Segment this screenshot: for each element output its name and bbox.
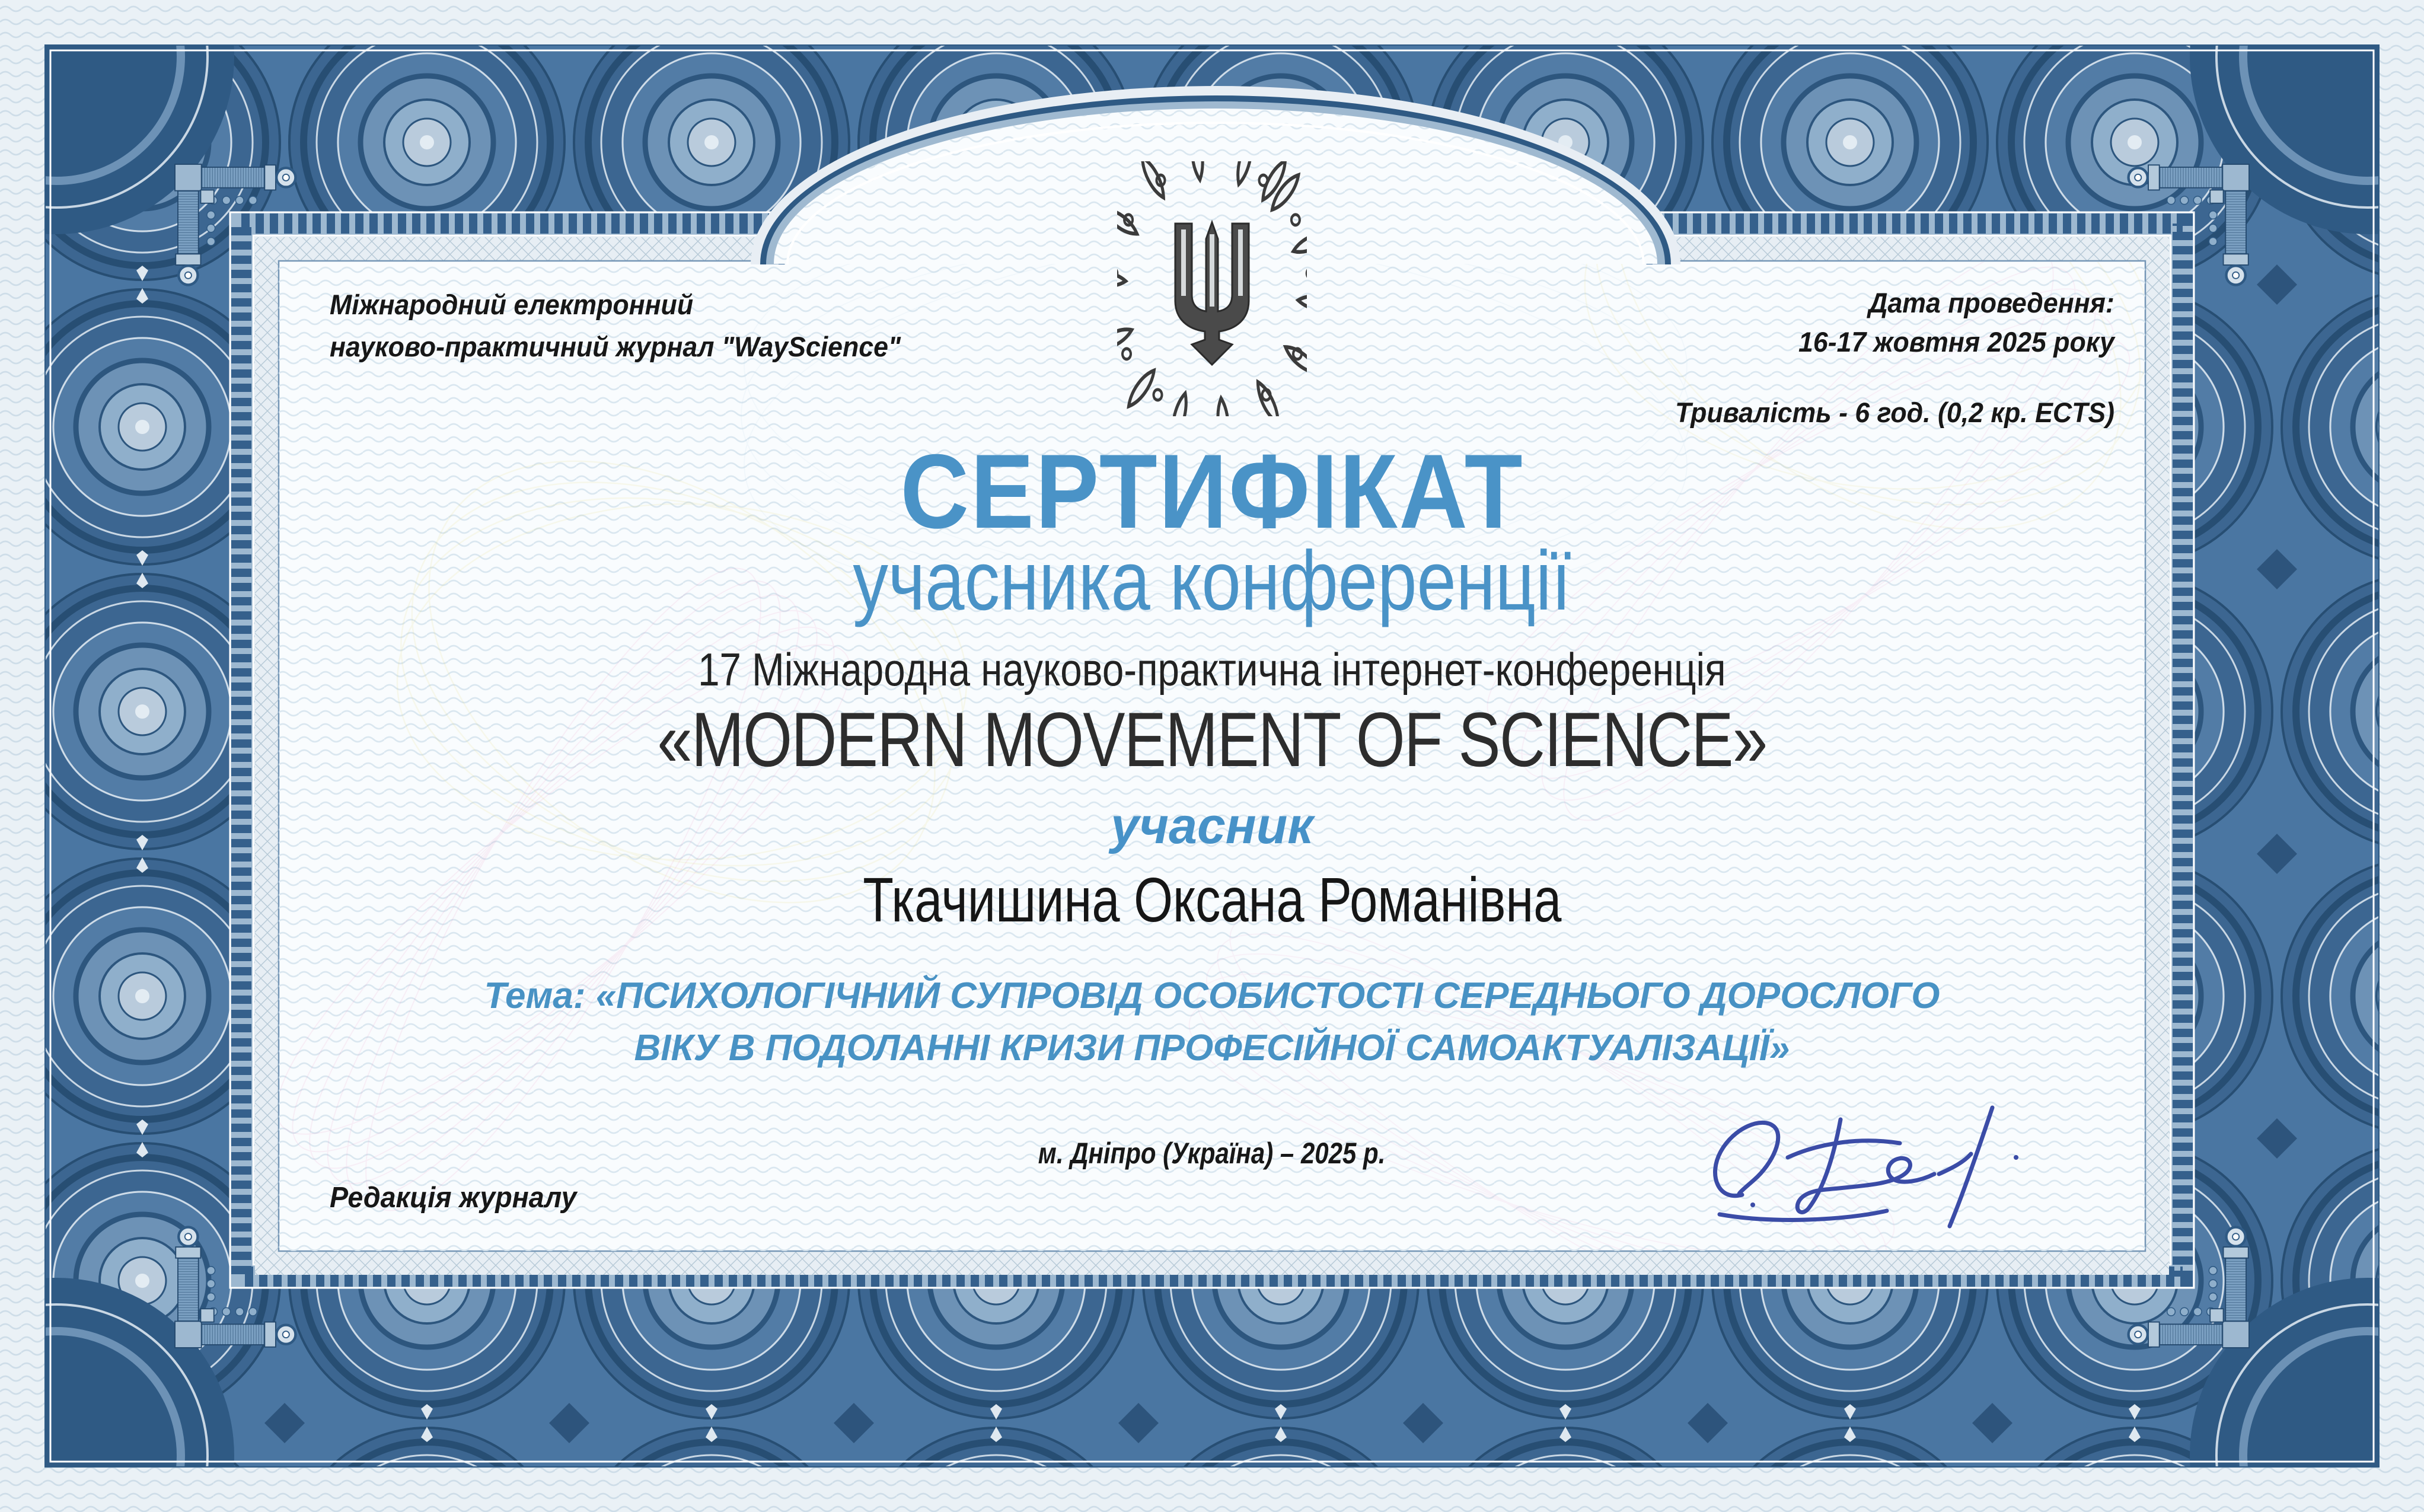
trident-wreath-emblem (1117, 161, 1307, 416)
theme-line1: Тема: «ПСИХОЛОГІЧНИЙ СУПРОВІД ОСОБИСТОСТІ СЕРЕДНЬОГО ДОРОСЛОГО (484, 975, 1940, 1016)
trident-icon (1175, 222, 1249, 365)
place-year: м. Дніпро (Україна) – 2025 р. (1038, 1137, 1386, 1170)
certificate-title: СЕРТИФІКАТ (900, 432, 1524, 550)
certificate-subtitle: учасника конференції (853, 534, 1571, 628)
report-theme (279, 970, 2145, 1074)
theme-line2: ВІКУ В ПОДОЛАННІ КРИЗИ ПРОФЕСІЙНОЇ САМОАКТУАЛІЗАЦІЇ» (634, 1028, 1790, 1069)
date-value: 16-17 жовтня 2025 року (1798, 326, 2114, 358)
issuer-block (330, 283, 931, 368)
conference-line: 17 Міжнародна науково-практична інтернет-конференція (698, 643, 1726, 696)
issuer-line1: Міжнародний електронний (330, 289, 694, 320)
conference-name: «MODERN MOVEMENT OF SCIENCE» (657, 696, 1767, 783)
issuer-line2: науково-практичний журнал "WayScience" (330, 331, 901, 363)
editorial-label: Редакція журналу (330, 1182, 577, 1214)
signature (1684, 1085, 2063, 1245)
event-date-block (1782, 283, 2114, 362)
duration-text: Тривалість - 6 год. (0,2 кр. ECTS) (1675, 397, 2114, 428)
participant-name: Ткачишина Оксана Романівна (862, 865, 1562, 935)
participant-role: учасник (1111, 798, 1313, 854)
date-label: Дата проведення: (1868, 287, 2114, 318)
